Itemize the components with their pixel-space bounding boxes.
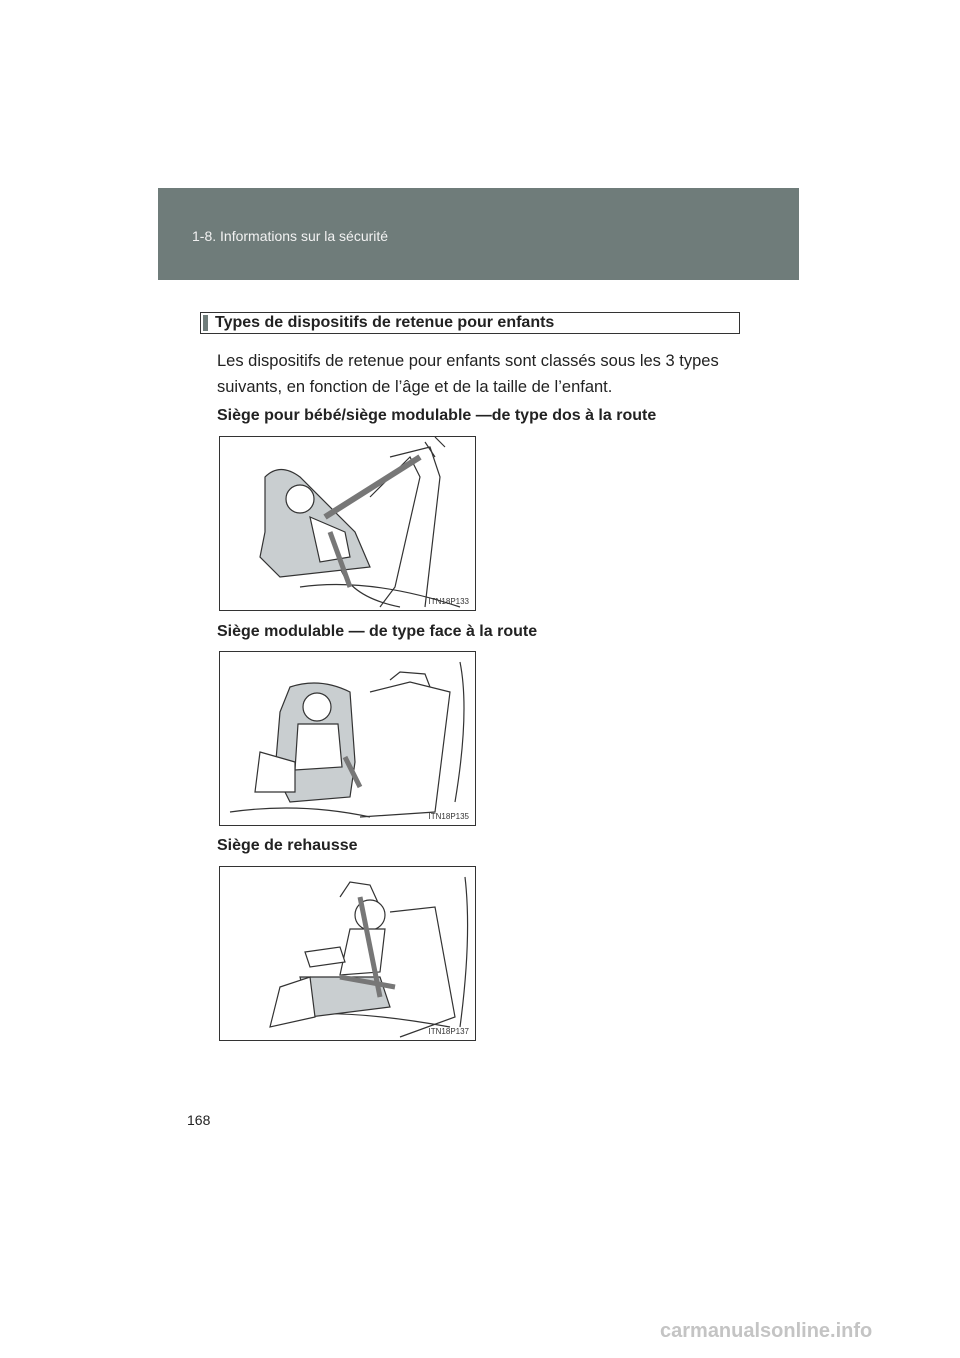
heading-text: Types de dispositifs de retenue pour enfants <box>215 314 555 331</box>
subhead-rear-facing: Siège pour bébé/siège modulable —de type dos à la route <box>217 407 657 424</box>
booster-seat-illustration <box>220 867 475 1040</box>
figure-booster-seat <box>219 866 476 1041</box>
figure-code: ITN18P133 <box>428 597 469 606</box>
subhead-booster: Siège de rehausse <box>217 837 358 854</box>
figure-code: ITN18P137 <box>428 1027 469 1036</box>
figure-rear-facing-seat <box>219 436 476 611</box>
section-heading <box>200 312 740 334</box>
header-band <box>158 188 799 280</box>
subhead-forward-facing: Siège modulable — de type face à la route <box>217 623 538 640</box>
figure-code: ITN18P135 <box>428 812 469 821</box>
rear-facing-seat-illustration <box>220 437 475 610</box>
section-title: 1-8. Informations sur la sécurité <box>192 228 389 244</box>
watermark: carmanualsonline.info <box>660 1320 873 1342</box>
forward-facing-seat-illustration <box>220 652 475 825</box>
page-number: 168 <box>187 1112 211 1128</box>
figure-forward-facing-seat <box>219 651 476 826</box>
heading-accent-bar <box>203 315 208 331</box>
intro-paragraph: Les dispositifs de retenue pour enfants sont classés sous les 3 types suivants, en fonction de l’âge et de la taille de l’enfant. <box>217 352 719 396</box>
